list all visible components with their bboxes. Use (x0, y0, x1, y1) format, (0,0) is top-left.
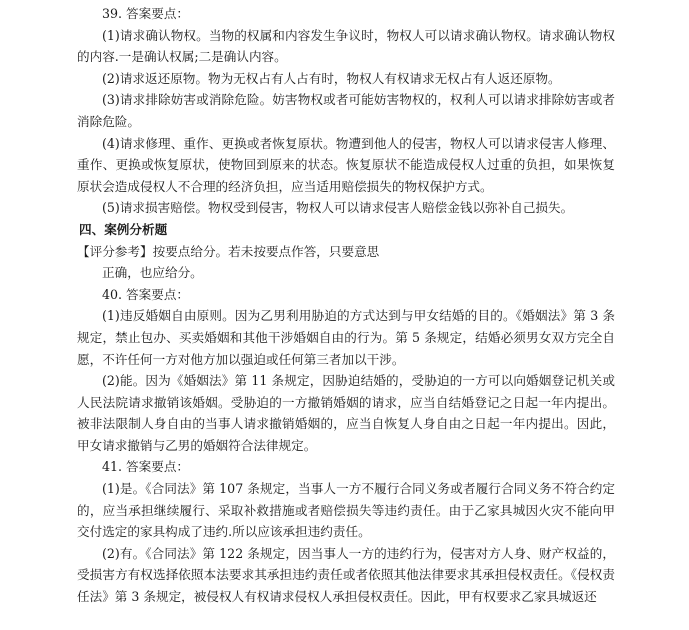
answer-39-title: 39. 答案要点： (102, 6, 190, 21)
answer-41-title: 41. 答案要点： (102, 459, 190, 475)
answer-40-point-2: (2)能。因为《婚姻法》第 11 条规定，因胁迫结婚的，受胁迫的一方可以向婚姻登记机关或人民法院请求撤销该婚姻。受胁迫的一方撤销婚姻的请求，应当自结婚登记之日起一年内提出。被非法限制人身自由的当事人请求撤销婚姻的，应当自恢复人身自由之日起一年内提出。因此，甲女请求撤销与乙男的婚姻符合法律规定。 (77, 373, 615, 453)
answer-41-point-2: (2)有。《合同法》第 122 条规定，因当事人一方的违约行为，侵害对方人身、财产权益的，受损害方有权选择依照本法要求其承担违约责任或者依照其他法律要求其承担侵权责任。《侵权责任法》第 3 条规定，被侵权人有权请求侵权人承担侵权责任。因此，甲有权要求乙家具城返还 (77, 545, 615, 605)
answer-40-point-1: (1)违反婚姻自由原则。因为乙男利用胁迫的方式达到与甲女结婚的目的。《婚姻法》第 3 条规定，禁止包办、买卖婚姻和其他干涉婚姻自由的行为。第 5 条规定，结婚必须男女双方完全自愿，不许任何一方对他方加以强迫或任何第三者加以干涉。 (77, 308, 615, 367)
answer-39-point-2: (2)请求返还原物。物为无权占有人占有时，物权人有权请求无权占有人返还原物。 (102, 70, 561, 86)
scoring-note: 【评分参考】按要点给分。若未按要点作答，只要意思 (77, 243, 380, 259)
answer-40-title: 40. 答案要点： (102, 286, 190, 302)
section-heading: 四、案例分析题 (79, 221, 168, 237)
answer-39-point-4: (4)请求修理、重作、更换或者恢复原状。物遭到他人的侵害，物权人可以请求侵害人修理、重作、更换或恢复原状，使物回到原来的状态。恢复原状不能造成侵权人过重的负担，如果恢复原状会造成侵权人不合理的经济负担，应当适用赔偿损失的物权保护方式。 (77, 135, 615, 194)
scoring-note-continued: 正确，也应给分。 (102, 265, 203, 281)
answer-39-point-1: (1)请求确认物权。当物的权属和内容发生争议时，物权人可以请求确认物权。请求确认物权的内容.一是确认权属;二是确认内容。 (77, 27, 615, 65)
document-page (77, 0, 615, 608)
answer-41-point-1: (1)是。《合同法》第 107 条规定，当事人一方不履行合同义务或者履行合同义务不符合约定的，应当承担继续履行、采取补救措施或者赔偿损失等违约责任。由于乙家具城因火灾不能向甲交付选定的家具构成了违约.所以应该承担违约责任。 (77, 481, 615, 540)
answer-39-point-5: (5)请求损害赔偿。物权受到侵害，物权人可以请求侵害人赔偿金钱以弥补自己损失。 (102, 200, 574, 216)
answer-39-point-3: (3)请求排除妨害或消除危险。妨害物权或者可能妨害物权的，权利人可以请求排除妨害或者消除危险。 (77, 92, 615, 129)
